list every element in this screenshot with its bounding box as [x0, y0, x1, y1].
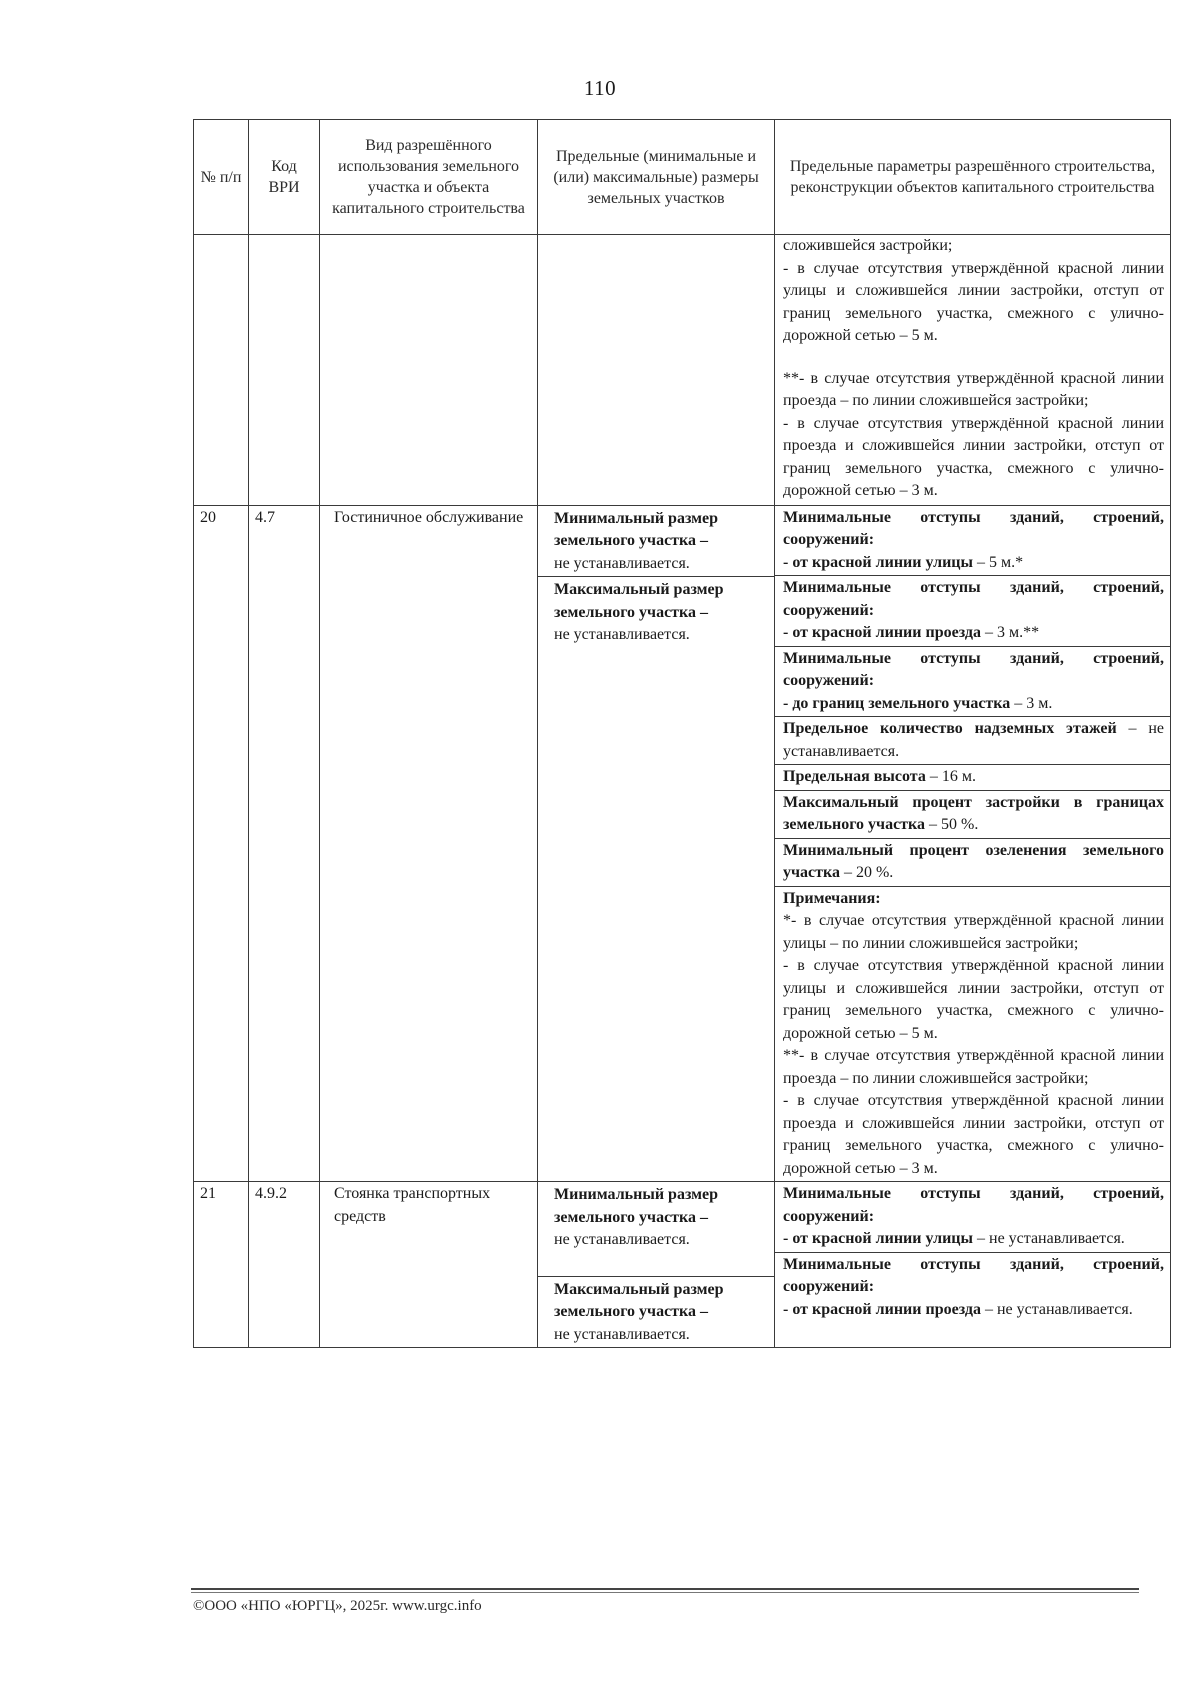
notes-title: Примечания:: [783, 889, 881, 907]
param-label: Предельная высота: [783, 768, 926, 785]
param-label: Минимальные отступы зданий, строений, сооружений:: [783, 579, 1164, 619]
param-value: – 16 м.: [925, 768, 976, 785]
note-paragraph: **- в случае отсутствия утверждённой красной линии проезда – по линии сложившейся застройки;: [783, 1047, 1164, 1087]
note-paragraph: *- в случае отсутствия утверждённой красной линии улицы – по линии сложившейся застройки;: [783, 912, 1164, 952]
notes-block: [775, 886, 1170, 1182]
min-size-label: Минимальный размер земельного участка –: [554, 1186, 719, 1226]
min-size-label: Минимальный размер земельного участка –: [554, 509, 719, 549]
param-label: Минимальные отступы зданий, строений, сооружений:: [783, 1185, 1164, 1225]
header-params: Предельные параметры разрешённого строительства, реконструкции объектов капитального строительства: [775, 120, 1171, 235]
param-block: [775, 646, 1170, 717]
param-value: – 20 %.: [839, 864, 894, 881]
row-kind: Гостиничное обслуживание: [320, 505, 538, 1182]
param-value: – не устанавливается.: [980, 1300, 1133, 1318]
header-code: Код ВРИ: [249, 120, 320, 235]
param-block: [775, 838, 1170, 886]
param-label: Минимальные отступы зданий, строений, сооружений:: [783, 1255, 1164, 1295]
page-number: 110: [583, 76, 617, 100]
header-size: Предельные (минимальные и (или) максимальные) размеры земельных участков: [538, 120, 775, 235]
param-sub-label: - до границ земельного участка: [783, 694, 1011, 712]
param-sub-label: - от красной линии улицы: [783, 553, 973, 571]
footer-divider: [191, 1588, 1139, 1590]
note-paragraph: - в случае отсутствия утверждённой красной линии улицы и сложившейся линии застройки, отступ от границ земельного участка, смежного с улично-дорожной сетью – 5 м.: [783, 957, 1164, 1042]
max-size-label: Максимальный размер земельного участка –: [554, 1280, 724, 1320]
param-value: – не устанавливается.: [783, 720, 1164, 760]
param-block: [775, 506, 1170, 576]
row-code: 4.9.2: [249, 1182, 320, 1348]
max-size-block: [538, 1276, 774, 1348]
row-params-cell: [775, 505, 1171, 1182]
row-code: 4.7: [249, 505, 320, 1182]
cont-paragraph: сложившейся застройки;: [783, 237, 953, 254]
param-sub-label: - от красной линии проезда: [783, 624, 981, 641]
max-size-label: Максимальный размер земельного участка –: [554, 581, 724, 621]
min-size-block: [538, 506, 774, 577]
header-num: № п/п: [194, 120, 249, 235]
param-label: Максимальный процент застройки в границах земельного участка: [783, 793, 1164, 833]
cont-paragraph: - в случае отсутствия утверждённой красной линии проезда и сложившейся линии застройки, отступ от границ земельного участка, смежного с улично-дорожной сетью – 3 м.: [783, 414, 1164, 499]
footer-copyright: ©ООО «НПО «ЮРГЦ», 2025г. www.urgc.info: [193, 1598, 482, 1614]
cont-paragraph: - в случае отсутствия утверждённой красной линии улицы и сложившейся линии застройки, отступ от границ земельного участка, смежного с улично-дорожной сетью – 5 м.: [783, 259, 1164, 344]
row-params-cell: [775, 1182, 1171, 1348]
header-kind: Вид разрешённого использования земельного участка и объекта капитального строительства: [320, 120, 538, 235]
param-value: – 3 м.: [1010, 694, 1053, 712]
param-block: [775, 764, 1170, 790]
max-size-block: [538, 576, 774, 648]
note-paragraph: - в случае отсутствия утверждённой красной линии проезда и сложившейся линии застройки, отступ от границ земельного участка, смежного с улично-дорожной сетью – 3 м.: [783, 1092, 1164, 1177]
table-header-row: [194, 120, 1171, 235]
row-num: 20: [194, 505, 249, 1182]
table-row: [194, 235, 1171, 506]
param-block: [775, 716, 1170, 764]
param-block: [775, 575, 1170, 646]
min-size-value: не устанавливается.: [554, 554, 690, 572]
min-size-value: не устанавливается.: [554, 1231, 690, 1248]
regulations-table: [193, 119, 1171, 1348]
table-row-21: [194, 1182, 1171, 1348]
param-label: Предельное количество надземных этажей: [783, 720, 1117, 737]
max-size-value: не устанавливается.: [554, 1325, 690, 1343]
param-value: – 3 м.**: [980, 624, 1040, 641]
param-sub-label: - от красной линии улицы: [783, 1230, 973, 1247]
param-block: [775, 790, 1170, 838]
row-num: 21: [194, 1182, 249, 1348]
param-value: – 5 м.*: [973, 553, 1024, 571]
param-label: Минимальные отступы зданий, строений, сооружений:: [783, 508, 1164, 548]
row-size-cell: [538, 1182, 775, 1348]
param-label: Минимальные отступы зданий, строений, сооружений:: [783, 649, 1164, 689]
continuation-params: [775, 235, 1171, 506]
param-sub-label: - от красной линии проезда: [783, 1300, 981, 1318]
max-size-value: не устанавливается.: [554, 626, 690, 643]
param-block: [775, 1252, 1170, 1323]
footer-divider-thin: [191, 1592, 1139, 1593]
table-row-20: [194, 505, 1171, 1182]
param-label: Минимальный процент озеленения земельного участка: [783, 841, 1164, 881]
row-size-cell: [538, 505, 775, 1182]
min-size-block: [538, 1182, 774, 1276]
param-value: – 50 %.: [925, 816, 979, 833]
param-block: [775, 1182, 1170, 1252]
row-kind: Стоянка транспортных средств: [320, 1182, 538, 1348]
cont-paragraph: **- в случае отсутствия утверждённой красной линии проезда – по линии сложившейся застройки;: [783, 369, 1164, 409]
param-value: – не устанавливается.: [973, 1230, 1125, 1247]
